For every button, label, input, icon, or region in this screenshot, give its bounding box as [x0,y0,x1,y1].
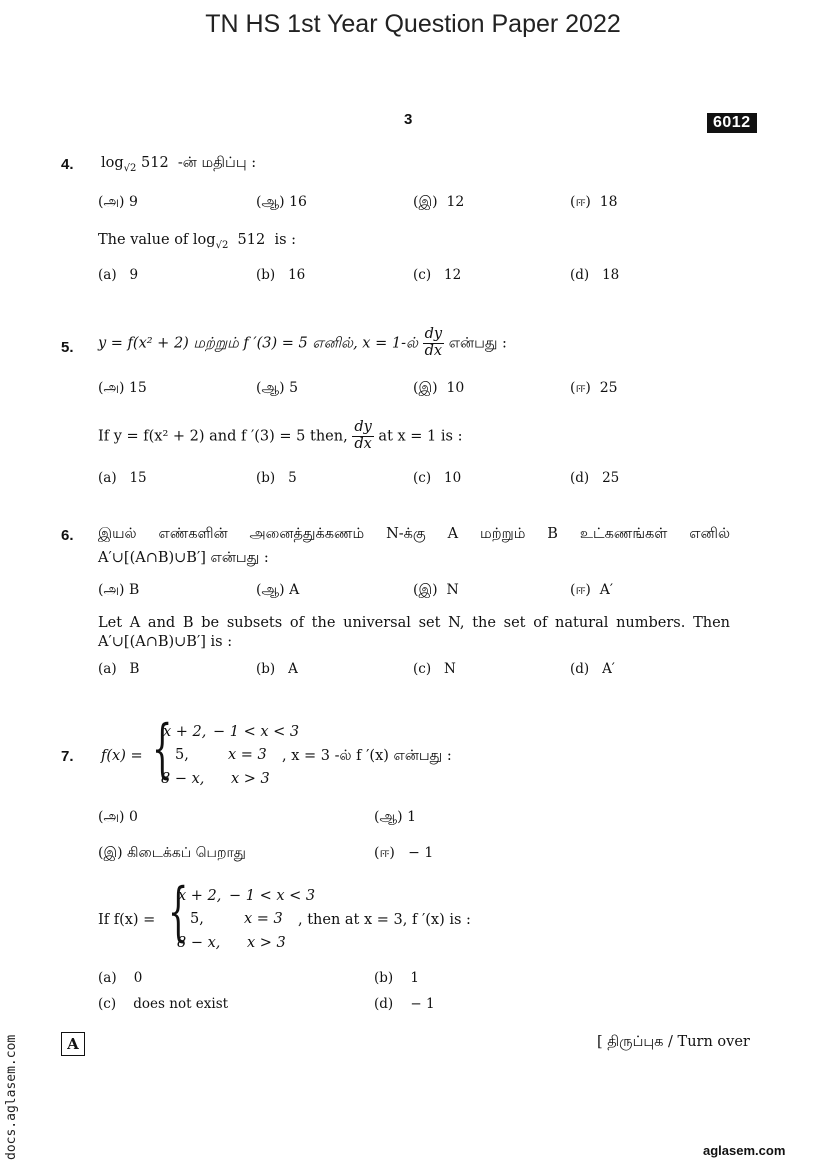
option-2[interactable]: (ஆ) A [256,582,300,598]
option-c[interactable]: (c) 12 [413,267,462,283]
brace-icon: { [152,712,173,786]
option-b[interactable]: (b) 1 [374,970,419,986]
case-cond-2: x = 3 [228,747,267,763]
option-1[interactable]: (அ) B [98,582,140,598]
case-expr-3: 8 − x, [177,935,221,951]
question-tamil-text: $\log_{√2} 512$ -ன் மதிப்பு : [101,155,257,174]
question-english-text: The value of $\log_{√2} 512$ is : [98,232,297,251]
option-3[interactable]: (இ) கிடைக்கப் பெறாது [98,845,246,861]
option-2[interactable]: (ஆ) 16 [256,194,307,210]
option-b[interactable]: (b) 16 [256,267,306,283]
case-expr-1: x + 2, [178,888,222,904]
option-3[interactable]: (இ) 12 [413,194,465,210]
question-tamil-suffix: , x = 3 -ல் f ′(x) என்பது : [282,748,452,764]
option-4[interactable]: (ஈ) − 1 [374,845,434,861]
booklet-type-box: A [61,1032,85,1056]
case-cond-2: x = 3 [244,911,283,927]
option-4[interactable]: (ஈ) 18 [570,194,618,210]
brace-icon: { [168,875,189,949]
side-watermark: docs.aglasem.com [4,1034,19,1160]
option-b[interactable]: (b) 5 [256,470,297,486]
case-expr-2: 5, [190,911,204,927]
option-1[interactable]: (அ) 9 [98,194,138,210]
function-label-english: If f(x) = [98,912,156,928]
question-number: 6. [61,527,74,544]
question-tamil-text: y = f(x² + 2) மற்றும் f ′(3) = 5 எனில், x = 1-ல் $\frac{dy}{dx}$ என்பது : [98,326,507,359]
question-english-line-2: A′∪[(A∩B)∪B′] is : [98,634,233,650]
option-2[interactable]: (ஆ) 1 [374,809,417,825]
option-d[interactable]: (d) A′ [570,661,615,677]
function-label: f(x) = [101,748,143,764]
question-tamil-line-2: A′∪[(A∩B)∪B′] என்பது : [98,550,269,566]
question-number: 7. [61,748,74,765]
question-tamil-line-1: இயல் எண்களின் அனைத்துக்கணம் N-க்கு A மற்றும் B உட்கணங்கள் எனில் [98,526,730,542]
question-number: 5. [61,339,74,356]
option-d[interactable]: (d) 25 [570,470,620,486]
option-4[interactable]: (ஈ) 25 [570,380,618,396]
option-a[interactable]: (a) 15 [98,470,147,486]
page-number: 3 [404,111,413,128]
option-a[interactable]: (a) 9 [98,267,139,283]
option-d[interactable]: (d) 18 [570,267,620,283]
question-number: 4. [61,156,74,173]
option-1[interactable]: (அ) 15 [98,380,147,396]
paper-code-badge: 6012 [707,113,757,133]
option-3[interactable]: (இ) 10 [413,380,465,396]
question-english-suffix: , then at x = 3, f ′(x) is : [298,912,471,928]
derivative-fraction: $\frac{dy}{dx}$ [424,326,443,359]
option-1[interactable]: (அ) 0 [98,809,138,825]
case-expr-3: 8 − x, [161,771,205,787]
option-c[interactable]: (c) does not exist [98,996,229,1012]
option-d[interactable]: (d) − 1 [374,996,435,1012]
question-english-text: If y = f(x² + 2) and f ′(3) = 5 then, $\frac{dy}{dx}$ at x = 1 is : [98,419,463,452]
option-a[interactable]: (a) 0 [98,970,143,986]
question-english-line-1: Let A and B be subsets of the universal set N, the set of natural numbers. Then [98,615,730,631]
case-expr-1: x + 2, [163,724,207,740]
derivative-fraction: $\frac{dy}{dx}$ [354,419,372,452]
option-b[interactable]: (b) A [256,661,298,677]
option-4[interactable]: (ஈ) A′ [570,582,613,598]
option-a[interactable]: (a) B [98,661,140,677]
case-cond-1: − 1 < x < 3 [229,888,316,904]
site-footer[interactable]: aglasem.com [703,1143,786,1158]
turn-over-note: [ திருப்புக / Turn over [597,1034,750,1050]
case-expr-2: 5, [175,747,189,763]
option-c[interactable]: (c) N [413,661,456,677]
option-2[interactable]: (ஆ) 5 [256,380,299,396]
case-cond-3: x > 3 [247,935,286,951]
case-cond-3: x > 3 [231,771,270,787]
page-header-title: TN HS 1st Year Question Paper 2022 [205,10,621,38]
option-c[interactable]: (c) 10 [413,470,462,486]
option-3[interactable]: (இ) N [413,582,459,598]
case-cond-1: − 1 < x < 3 [213,724,300,740]
